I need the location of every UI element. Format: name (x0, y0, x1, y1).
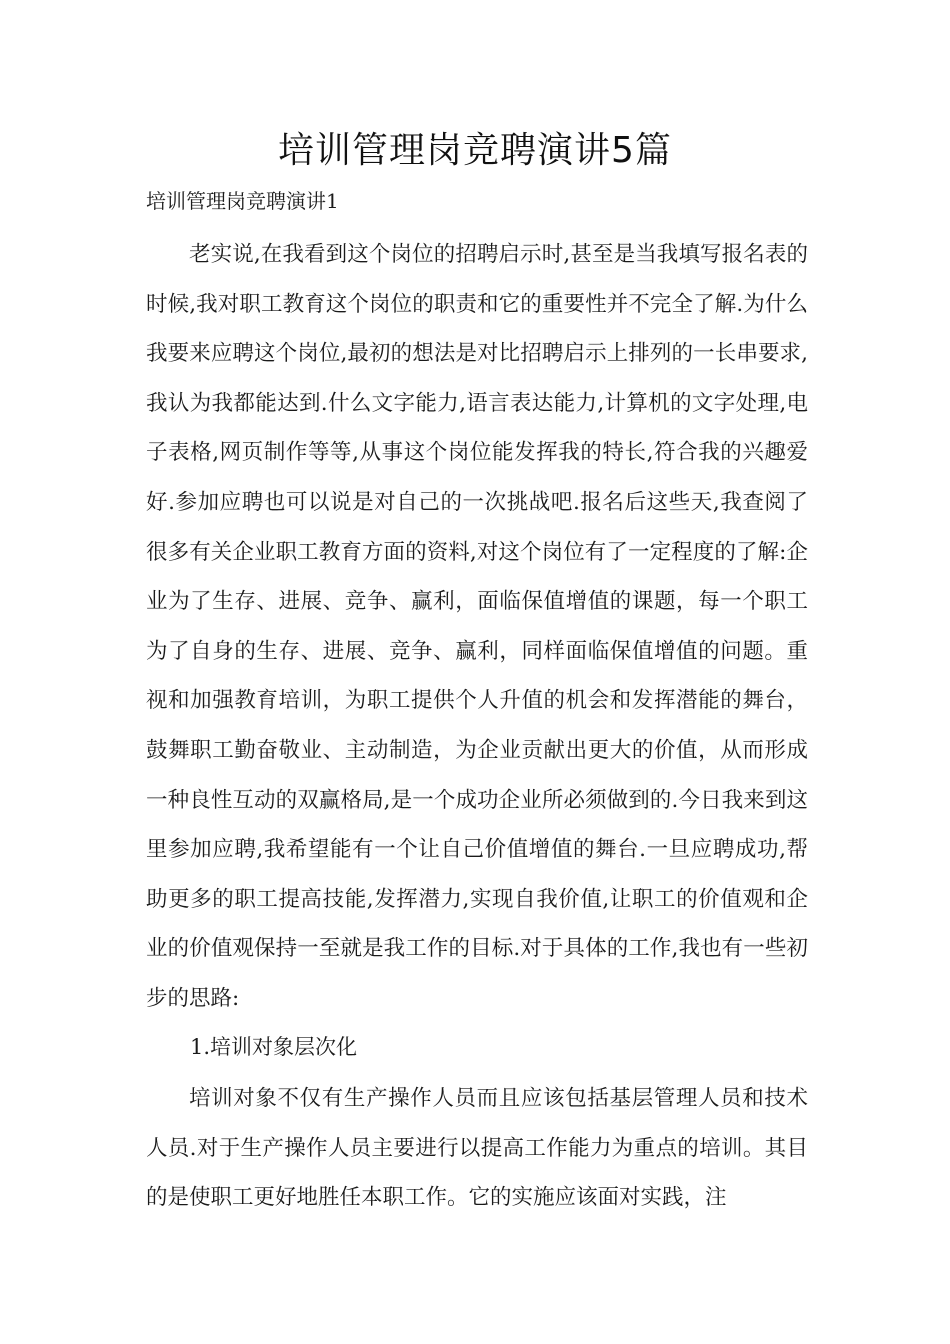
body-paragraph-2: 培训对象不仅有生产操作人员而且应该包括基层管理人员和技术人员.对于生产操作人员主要进行以提高工作能力为重点的培训。其目的是使职工更好地胜任本职工作。它的实施应该面对实践，注 (146, 1086, 808, 1211)
body-paragraph-1: 老实说,在我看到这个岗位的招聘启示时,甚至是当我填写报名表的时候,我对职工教育这个岗位的职责和它的重要性并不完全了解.为什么我要来应聘这个岗位,最初的想法是对比招聘启示上排列的一长串要求,我认为我都能达到.什么文字能力,语言表达能力,计算机的文字处理,电子表格,网页制作等等,从事这个岗位能发挥我的特长,符合我的兴趣爱好.参加应聘也可以说是对自己的一次挑战吧.报名后这些天,我查阅了很多有关企业职工教育方面的资料,对这个岗位有了一定程度的了解:企业为了生存、进展、竞争、赢利，面临保值增值的课题，每一个职工为了自身的生存、进展、竞争、赢利，同样面临保值增值的问题。重视和加强教育培训，为职工提供个人升值的机会和发挥潜能的舞台，鼓舞职工勤奋敬业、主动制造，为企业贡献出更大的价值，从而形成一种良性互动的双赢格局,是一个成功企业所必须做到的.今日我来到这里参加应聘,我希望能有一个让自己价值增值的舞台.一旦应聘成功,帮助更多的职工提高技能,发挥潜力,实现自我价值,让职工的价值观和企业的价值观保持一至就是我工作的目标.对于具体的工作,我也有一些初步的思路: (146, 242, 808, 1011)
section-heading: 培训管理岗竞聘演讲1 (146, 189, 339, 213)
numbered-item-1: 1.培训对象层次化 (190, 1035, 358, 1059)
document-title: 培训管理岗竞聘演讲5篇 (278, 130, 672, 171)
